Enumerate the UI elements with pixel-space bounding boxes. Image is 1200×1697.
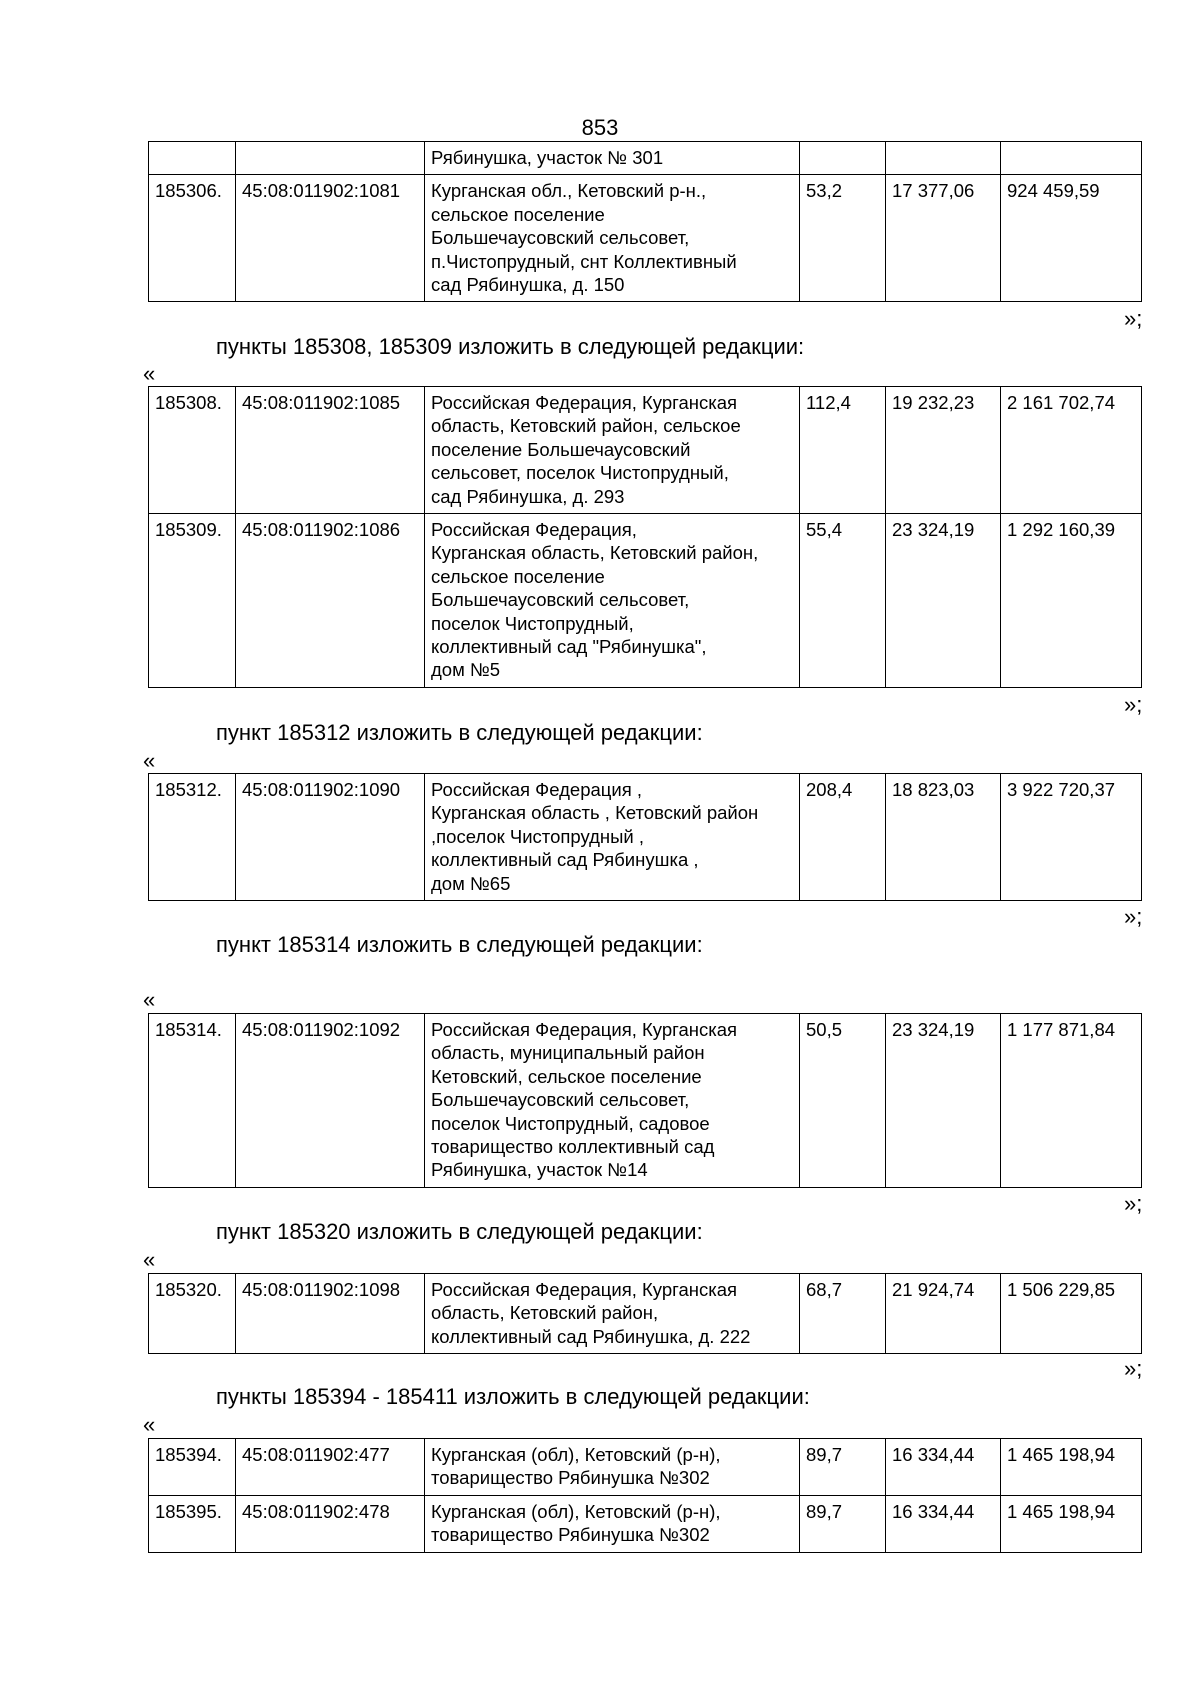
address-cell: Курганская (обл), Кетовский (р-н), товарищество Рябинушка №302 <box>425 1439 800 1496</box>
table-row <box>149 1439 1142 1496</box>
value-cell: 1 506 229,85 <box>1001 1274 1142 1354</box>
table-row <box>149 142 1142 175</box>
table-row <box>149 1014 1142 1188</box>
table-body <box>149 1274 1142 1354</box>
property-table-4 <box>148 1273 1142 1354</box>
area-cell: 112,4 <box>800 387 886 514</box>
value-cell: 1 292 160,39 <box>1001 514 1142 688</box>
cadastral-number-cell: 45:08:011902:478 <box>236 1495 425 1552</box>
item-number-cell: 185306. <box>149 175 236 302</box>
property-table-3 <box>148 1013 1142 1188</box>
area-cell: 50,5 <box>800 1014 886 1188</box>
value-cell: 1 465 198,94 <box>1001 1495 1142 1552</box>
value-cell: 3 922 720,37 <box>1001 774 1142 901</box>
instruction-text: пункт 185312 изложить в следующей редакции: <box>216 720 703 745</box>
rate-cell: 16 334,44 <box>886 1439 1001 1496</box>
value-cell <box>1001 142 1142 175</box>
table-row <box>149 1495 1142 1552</box>
rate-cell <box>886 142 1001 175</box>
area-cell: 68,7 <box>800 1274 886 1354</box>
property-table-2 <box>148 773 1142 901</box>
address-cell: Российская Федерация , Курганская область , Кетовский район ,поселок Чистопрудный , коллективный сад Рябинушка , дом №65 <box>425 774 800 901</box>
cadastral-number-cell: 45:08:011902:1098 <box>236 1274 425 1354</box>
opening-quote: « <box>143 987 156 1012</box>
property-table-5 <box>148 1438 1142 1553</box>
instruction-text: пункты 185394 - 185411 изложить в следующей редакции: <box>216 1384 810 1409</box>
address-cell: Курганская обл., Кетовский р-н., сельское поселение Большечаусовский сельсовет, п.Чистопрудный, снт Коллективный сад Рябинушка, д. 150 <box>425 175 800 302</box>
area-cell: 89,7 <box>800 1439 886 1496</box>
cadastral-number-cell <box>236 142 425 175</box>
item-number-cell <box>149 142 236 175</box>
cadastral-number-cell: 45:08:011902:1081 <box>236 175 425 302</box>
item-number-cell: 185309. <box>149 514 236 688</box>
table-row <box>149 175 1142 302</box>
area-cell: 89,7 <box>800 1495 886 1552</box>
property-table-1 <box>148 386 1142 688</box>
table-row <box>149 387 1142 514</box>
rate-cell: 23 324,19 <box>886 514 1001 688</box>
table-row <box>149 774 1142 901</box>
table-body <box>149 1014 1142 1188</box>
table-body <box>149 1439 1142 1553</box>
item-number-cell: 185395. <box>149 1495 236 1552</box>
table-row <box>149 514 1142 688</box>
item-number-cell: 185320. <box>149 1274 236 1354</box>
table-body <box>149 774 1142 901</box>
rate-cell: 16 334,44 <box>886 1495 1001 1552</box>
item-number-cell: 185394. <box>149 1439 236 1496</box>
value-cell: 2 161 702,74 <box>1001 387 1142 514</box>
address-cell: Российская Федерация, Курганская область, Кетовский район, сельское поселение Большечаусовский сельсовет, поселок Чистопрудный, сад Рябинушка, д. 293 <box>425 387 800 514</box>
area-cell: 53,2 <box>800 175 886 302</box>
item-number-cell: 185314. <box>149 1014 236 1188</box>
cadastral-number-cell: 45:08:011902:1090 <box>236 774 425 901</box>
closing-quote: »; <box>1124 692 1143 717</box>
instruction-text: пункты 185308, 185309 изложить в следующей редакции: <box>216 334 805 359</box>
area-cell <box>800 142 886 175</box>
area-cell: 208,4 <box>800 774 886 901</box>
cadastral-number-cell: 45:08:011902:1085 <box>236 387 425 514</box>
closing-quote: »; <box>1124 1191 1143 1216</box>
opening-quote: « <box>143 1412 156 1437</box>
rate-cell: 23 324,19 <box>886 1014 1001 1188</box>
opening-quote: « <box>143 748 156 773</box>
address-cell: Курганская (обл), Кетовский (р-н), товарищество Рябинушка №302 <box>425 1495 800 1552</box>
rate-cell: 19 232,23 <box>886 387 1001 514</box>
cadastral-number-cell: 45:08:011902:1092 <box>236 1014 425 1188</box>
closing-quote: »; <box>1124 306 1143 331</box>
rate-cell: 21 924,74 <box>886 1274 1001 1354</box>
address-cell: Российская Федерация, Курганская область, Кетовский район, сельское поселение Большечаусовский сельсовет, поселок Чистопрудный, коллективный сад "Рябинушка", дом №5 <box>425 514 800 688</box>
cadastral-number-cell: 45:08:011902:477 <box>236 1439 425 1496</box>
opening-quote: « <box>143 1247 156 1272</box>
page-number: 853 <box>581 115 619 140</box>
opening-quote: « <box>143 361 156 386</box>
rate-cell: 17 377,06 <box>886 175 1001 302</box>
address-cell: Рябинушка, участок № 301 <box>425 142 800 175</box>
address-cell: Российская Федерация, Курганская область, Кетовский район, коллективный сад Рябинушка, д. 222 <box>425 1274 800 1354</box>
instruction-text: пункт 185314 изложить в следующей редакции: <box>216 932 703 957</box>
closing-quote: »; <box>1124 904 1143 929</box>
instruction-text: пункт 185320 изложить в следующей редакции: <box>216 1219 703 1244</box>
address-cell: Российская Федерация, Курганская область, муниципальный район Кетовский, сельское поселение Большечаусовский сельсовет, поселок Чистопрудный, садовое товарищество коллективный сад Рябинушка, участок №14 <box>425 1014 800 1188</box>
value-cell: 1 465 198,94 <box>1001 1439 1142 1496</box>
table-row <box>149 1274 1142 1354</box>
value-cell: 924 459,59 <box>1001 175 1142 302</box>
item-number-cell: 185308. <box>149 387 236 514</box>
cadastral-number-cell: 45:08:011902:1086 <box>236 514 425 688</box>
table-body <box>149 142 1142 302</box>
area-cell: 55,4 <box>800 514 886 688</box>
table-body <box>149 387 1142 688</box>
closing-quote: »; <box>1124 1356 1143 1381</box>
rate-cell: 18 823,03 <box>886 774 1001 901</box>
property-table-0 <box>148 141 1142 302</box>
value-cell: 1 177 871,84 <box>1001 1014 1142 1188</box>
item-number-cell: 185312. <box>149 774 236 901</box>
